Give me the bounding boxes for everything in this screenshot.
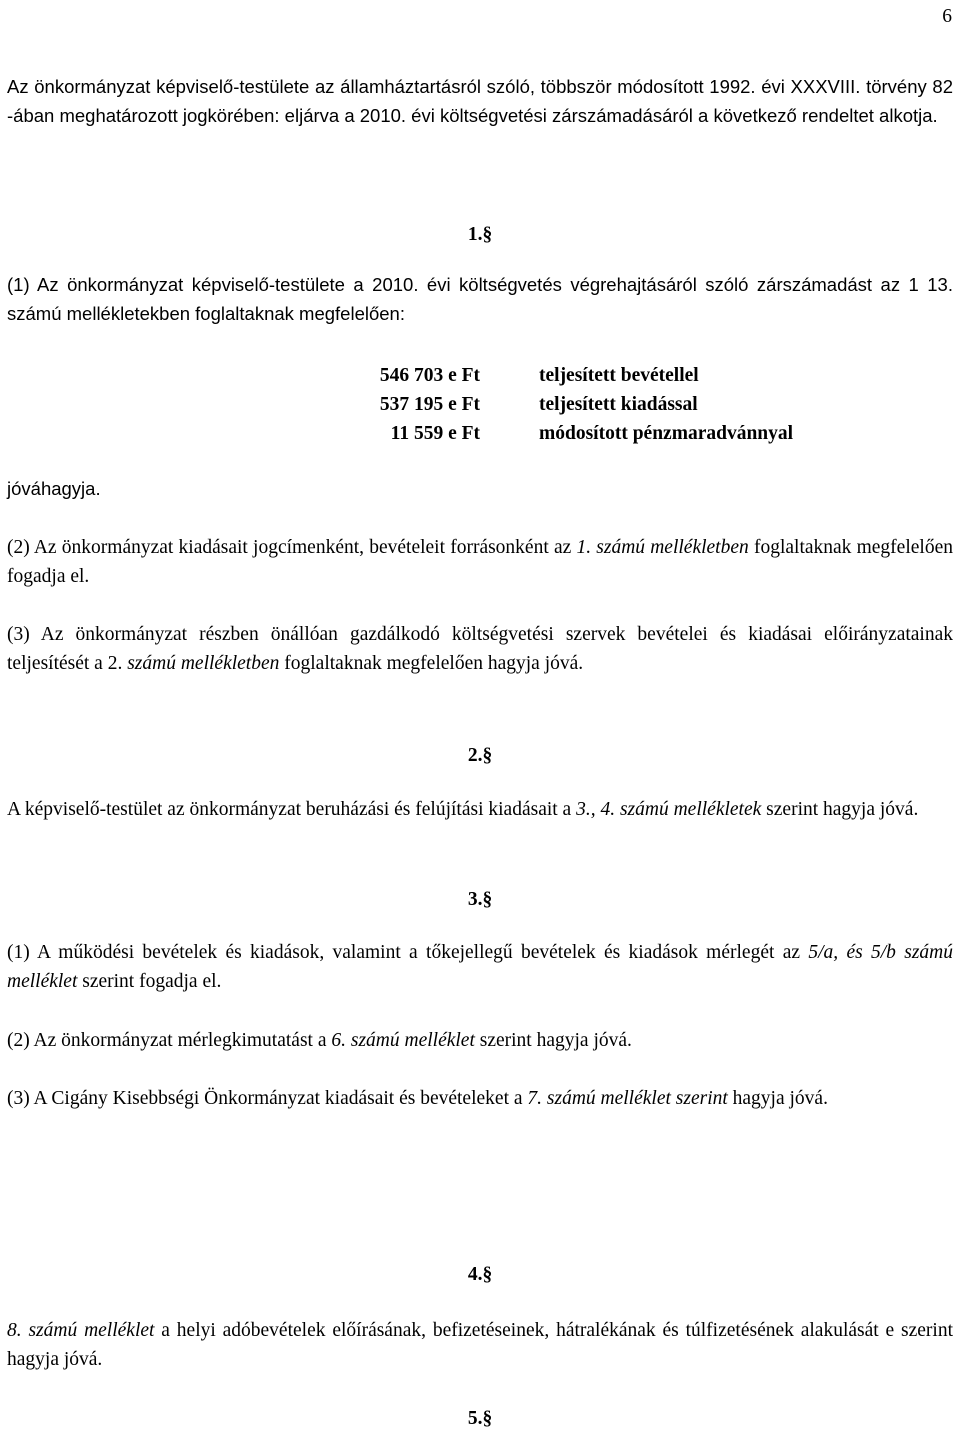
section-sign-2: § (482, 745, 493, 766)
text-run: (3) A Cigány Kisebbségi Önkormányzat kiadásait és bevételeket a (7, 1088, 528, 1109)
amount-label: teljesített kiadással (539, 394, 698, 415)
section-1-paragraph-2 (7, 533, 953, 591)
amount-value: 546 703 e Ft (379, 365, 480, 386)
preamble: Az önkormányzat képviselő-testülete az államháztartásról szóló, többször módosított 1992. évi XXXVIII. törvény 82 -ában meghatározott jogkörében: eljárva a 2010. évi költségvetési zárszámadásáról a következő rendeltet alkotja. (7, 76, 953, 126)
section-2-number: 2. (467, 745, 483, 766)
section-2-heading (0, 741, 960, 770)
text-run: A képviselő-testület az önkormányzat beruházási és felújítási kiadásait a (7, 799, 577, 820)
section-3-paragraph-3 (7, 1084, 953, 1113)
section-sign-4: § (482, 1264, 493, 1285)
text-run: szerint hagyja jóvá. (474, 1030, 632, 1051)
section-1-number: 1. (467, 224, 483, 245)
annex-reference: 6. számú melléklet (331, 1030, 475, 1051)
text-run: hagyja jóvá. (727, 1088, 828, 1109)
page-number: 6 (942, 6, 952, 27)
annex-reference: számú mellékletek (619, 799, 762, 820)
section-4-paragraph (7, 1316, 953, 1374)
annex-reference: 7. számú melléklet szerint (527, 1088, 728, 1109)
section-sign-3: § (482, 889, 493, 910)
section-5-number: 5. (467, 1408, 483, 1429)
text-run: foglaltaknak megfelelően fogadja el. (7, 537, 953, 587)
text-run: a helyi adóbevételek előírásának, befizetéseinek, hátralékának és túlfizetésének alakulását e szerint hagyja jóvá. (7, 1320, 954, 1370)
section-1-heading (0, 220, 960, 249)
section-sign-5: § (482, 1408, 493, 1429)
section-4-heading (0, 1260, 960, 1289)
amount-row-revenue (0, 361, 960, 390)
text-run: (3) Az önkormányzat részben önállóan gazdálkodó költségvetési szervek bevételei és kiadásai előirányzatainak teljesítését a 2. (7, 624, 953, 674)
section-5-heading (0, 1404, 960, 1433)
text-run: (2) Az önkormányzat mérlegkimutatást a (7, 1030, 332, 1051)
text-run: szerint hagyja jóvá. (761, 799, 919, 820)
annex-reference: 5/a, és 5/b számú melléklet (7, 942, 953, 992)
text-run: (2) Az önkormányzat kiadásait jogcímenként, bevételeit forrásonként az (7, 537, 577, 558)
annex-reference: 3., 4. (576, 799, 616, 820)
section-3-paragraph-1 (7, 938, 953, 996)
section-sign-1: § (482, 224, 493, 245)
amount-value: 537 195 e Ft (379, 394, 480, 415)
text-run: foglaltaknak megfelelően hagyja jóvá. (279, 653, 584, 674)
annex-reference: 8. számú melléklet (7, 1320, 155, 1341)
section-2-paragraph (7, 795, 953, 824)
section-1-paragraph-3 (7, 620, 953, 678)
amount-row-residual (0, 419, 960, 448)
section-3-number: 3. (467, 889, 483, 910)
text-run: (1) A működési bevételek és kiadások, valamint a tőkejellegű bevételek és kiadások mérlegét az (7, 942, 809, 963)
approval-text: jóváhagyja. (7, 478, 101, 499)
amount-row-expenditure (0, 390, 960, 419)
annex-reference: 1. számú mellékletben (576, 537, 749, 558)
amount-label: módosított pénzmaradvánnyal (539, 423, 794, 444)
amount-label: teljesített bevétellel (539, 365, 699, 386)
amount-value: 11 559 e Ft (390, 423, 480, 444)
section-3-heading (0, 885, 960, 914)
text-run: szerint fogadja el. (77, 971, 222, 992)
section-3-paragraph-2 (7, 1026, 953, 1055)
section-1-paragraph-1: (1) Az önkormányzat képviselő-testülete a 2010. évi költségvetés végrehajtásáról szóló zárszámadást az 1 13. számú mellékletekben foglaltaknak megfelelően: (7, 274, 953, 324)
annex-reference: számú mellékletben (127, 653, 280, 674)
section-4-number: 4. (467, 1264, 483, 1285)
